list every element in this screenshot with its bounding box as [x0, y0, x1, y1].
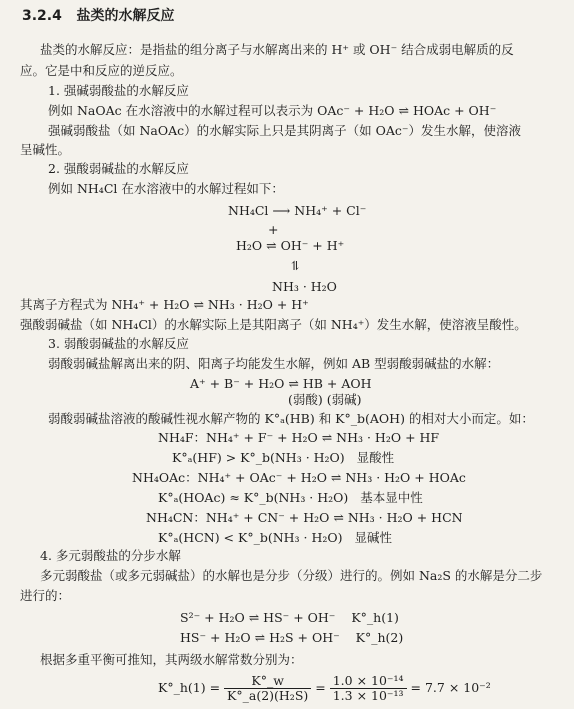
s1-text-2: 呈碱性。	[20, 142, 71, 157]
s4-step-2-eq: HS⁻ + H₂O ⇌ H₂S + OH⁻	[180, 630, 340, 645]
s3-text: 弱酸弱碱盐溶液的酸碱性视水解产物的 K°ₐ(HB) 和 K°_b(AOH) 的相对大小而定。如：	[48, 411, 534, 426]
s2-scheme-5: NH₃ · H₂O	[272, 279, 337, 294]
intro-line-1: 盐类的水解反应：是指盐的组分离子与水解离出来的 H⁺ 或 OH⁻ 结合成弱电解质的反	[40, 42, 514, 57]
fraction-1-numerator: K°_w	[251, 673, 284, 688]
s2-heading: 2. 强酸弱碱盐的水解反应	[48, 161, 189, 176]
s3-example-1-comparison: K°ₐ(HF) > K°_b(NH₃ · H₂O)	[172, 450, 345, 465]
hydrolysis-constant-formula	[158, 674, 491, 703]
s3-example-1-eq: NH₄F：NH₄⁺ + F⁻ + H₂O ⇌ NH₃ · H₂O + HF	[158, 430, 440, 445]
s1-heading: 1. 强碱弱酸盐的水解反应	[48, 83, 189, 98]
s2-text: 强酸弱碱盐（如 NH₄Cl）的水解实际上是其阳离子（如 NH₄⁺）发生水解，使溶液呈酸性。	[20, 317, 527, 332]
section-heading	[22, 8, 175, 24]
s3-example-1-result: 显酸性	[356, 450, 395, 465]
s4-heading: 4. 多元弱酸盐的分步水解	[40, 548, 181, 563]
s3-example-2-result: 基本显中性	[360, 490, 423, 505]
s2-ionic: 其离子方程式为 NH₄⁺ + H₂O ⇌ NH₃ · H₂O + H⁺	[20, 297, 309, 312]
s3-example-2-eq: NH₄OAc：NH₄⁺ + OAc⁻ + H₂O ⇌ NH₃ · H₂O + HOAc	[132, 470, 466, 485]
s4-conclusion: 根据多重平衡可推知，其两级水解常数分别为：	[40, 652, 303, 667]
s3-example-3-result: 显碱性	[354, 530, 392, 545]
s4-step-2	[180, 630, 403, 646]
formula-lhs: K°_h(1) =	[158, 680, 221, 695]
s3-example-3-comparison: K°ₐ(HCN) < K°_b(NH₃ · H₂O)	[158, 530, 343, 545]
s4-step-1-eq: S²⁻ + H₂O ⇌ HS⁻ + OH⁻	[180, 610, 336, 625]
formula-equals: =	[315, 680, 326, 695]
section-number: 3.2.4	[22, 8, 62, 24]
s3-eq-notes: (弱酸) (弱碱)	[288, 392, 362, 407]
s3-example-3-eq: NH₄CN：NH₄⁺ + CN⁻ + H₂O ⇌ NH₃ · H₂O + HCN	[146, 510, 463, 525]
fraction-numeric	[330, 674, 407, 703]
s4-step-2-k: K°_h(2)	[355, 630, 404, 645]
s2-scheme-3: H₂O ⇌ OH⁻ + H⁺	[236, 238, 345, 253]
s3-example-1-cmp	[172, 450, 394, 466]
s3-eq: A⁺ + B⁻ + H₂O ⇌ HB + AOH	[190, 376, 372, 391]
s4-step-1-k: K°_h(1)	[351, 610, 399, 625]
s4-step-1	[180, 610, 399, 626]
fraction-kw-over-ka2	[224, 674, 311, 703]
s4-text-2: 进行的：	[20, 588, 71, 603]
s3-lead: 弱酸弱碱盐解离出来的阴、阳离子均能发生水解，例如 AB 型弱酸弱碱盐的水解：	[48, 356, 500, 371]
formula-result: = 7.7 × 10⁻²	[410, 680, 491, 695]
fraction-2-numerator: 1.0 × 10⁻¹⁴	[332, 673, 404, 688]
s4-text-1: 多元弱酸盐（或多元弱碱盐）的水解也是分步（分级）进行的。例如 Na₂S 的水解是分二步	[40, 568, 543, 583]
s1-lead: 例如 NaOAc 在水溶液中的水解过程可以表示为 OAc⁻ + H₂O ⇌ HOAc + OH⁻	[48, 103, 497, 118]
s3-example-2-cmp	[158, 490, 423, 506]
section-title: 盐类的水解反应	[76, 8, 175, 24]
s2-scheme-1: NH₄Cl ⟶ NH₄⁺ + Cl⁻	[228, 203, 367, 218]
intro-line-2: 应。它是中和反应的逆反应。	[20, 63, 183, 78]
fraction-1-denominator: K°_a(2)(H₂S)	[224, 688, 311, 703]
s2-scheme-2: +	[268, 222, 279, 237]
s3-heading: 3. 弱酸弱碱盐的水解反应	[48, 336, 189, 351]
s2-lead: 例如 NH₄Cl 在水溶液中的水解过程如下：	[48, 181, 284, 196]
s3-example-3-cmp	[158, 530, 392, 546]
fraction-2-denominator: 1.3 × 10⁻¹³	[330, 688, 407, 703]
s3-example-2-comparison: K°ₐ(HOAc) ≈ K°_b(NH₃ · H₂O)	[158, 490, 349, 505]
s2-scheme-4: ⥮	[290, 258, 301, 273]
s1-text-1: 强碱弱酸盐（如 NaOAc）的水解实际上只是其阴离子（如 OAc⁻）发生水解，使溶液	[48, 123, 521, 138]
